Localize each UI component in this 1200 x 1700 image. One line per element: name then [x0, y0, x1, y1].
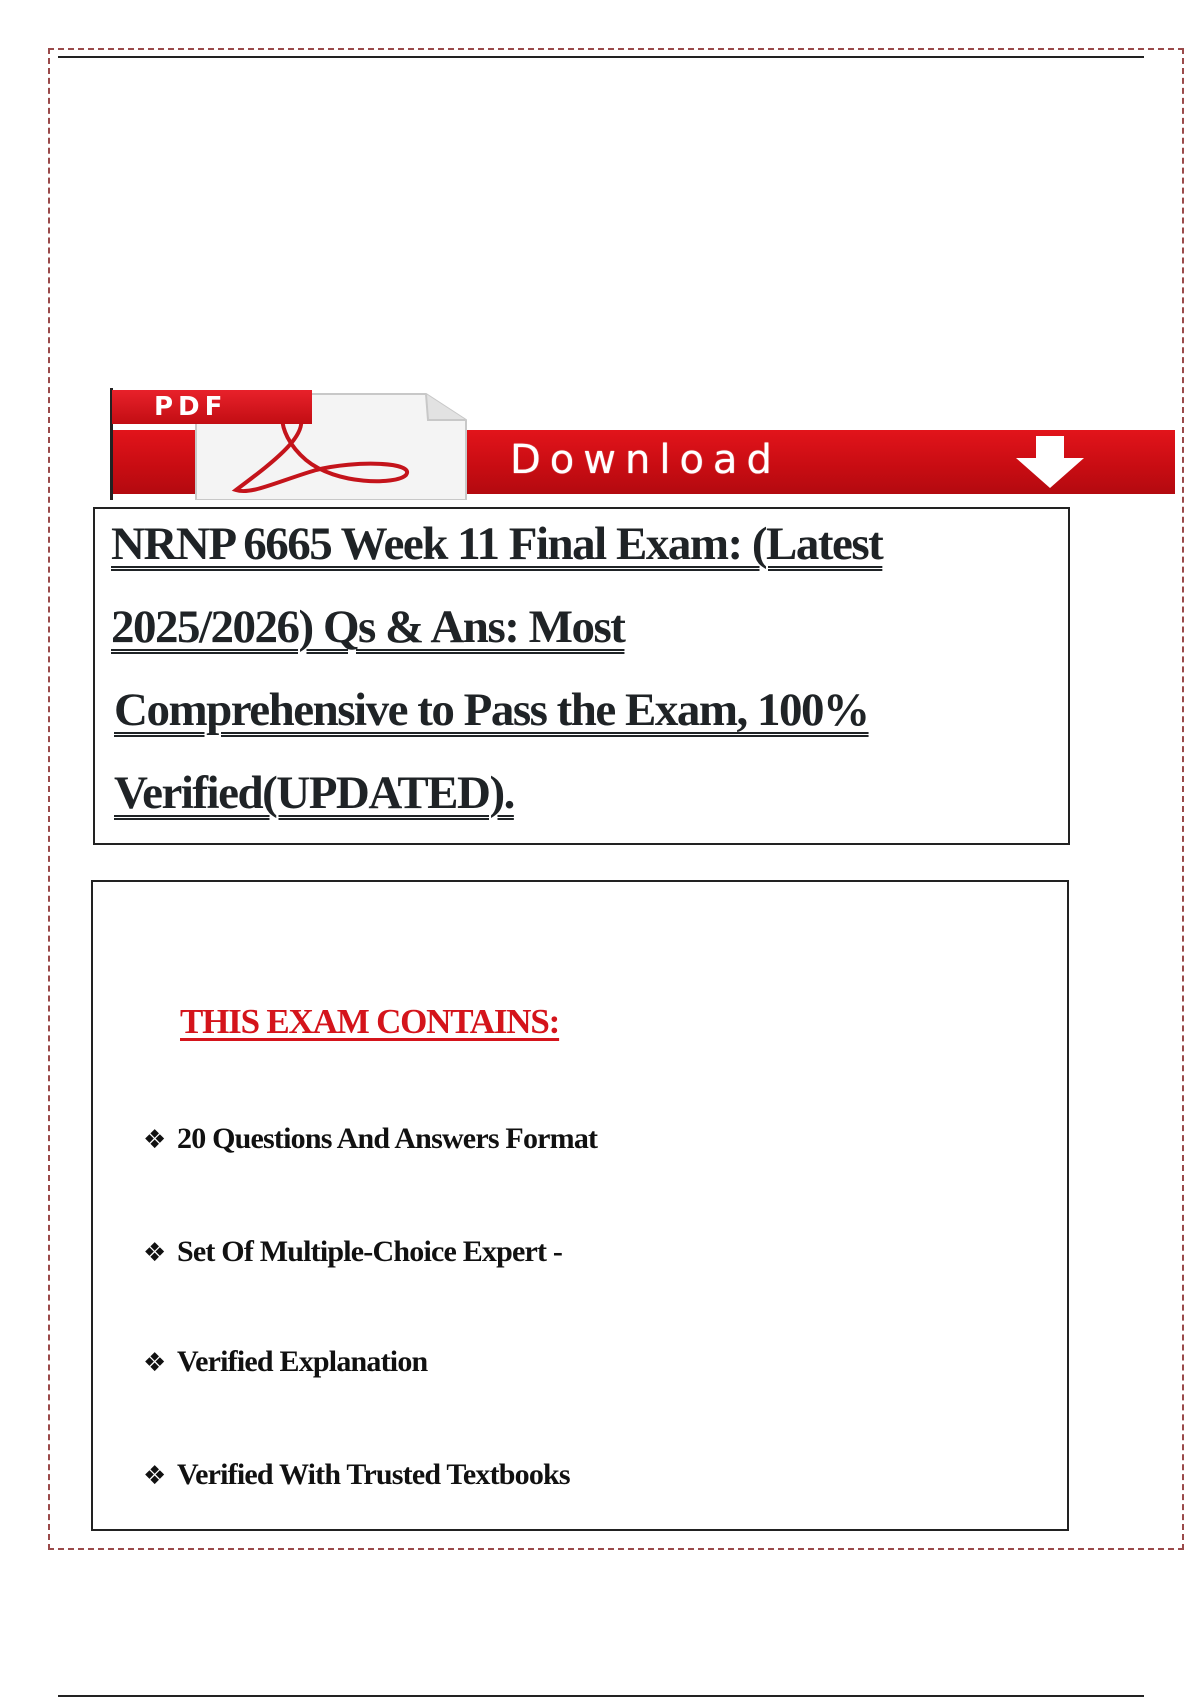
download-label: Download [510, 437, 781, 483]
list-item-text: Verified With Trusted Textbooks [177, 1458, 570, 1491]
title-line-3: Comprehensive to Pass the Exam, 100% [114, 684, 869, 736]
list-item-text: 20 Questions And Answers Format [177, 1122, 598, 1155]
title-line-1: NRNP 6665 Week 11 Final Exam: (Latest [111, 518, 883, 570]
title-line-4: Verified(UPDATED). [114, 767, 514, 819]
title-box [93, 507, 1070, 845]
download-arrow-icon [1008, 432, 1092, 492]
list-item [143, 1235, 562, 1269]
exam-contents-box [91, 880, 1069, 1531]
list-item [143, 1458, 570, 1492]
title-line-2: 2025/2026) Qs & Ans: Most [111, 601, 625, 653]
diamond-bullet-icon: ❖ [143, 1348, 166, 1378]
pdf-download-banner[interactable] [110, 388, 1175, 500]
bottom-rule [58, 1695, 1144, 1697]
pdf-label: PDF [112, 390, 312, 424]
diamond-bullet-icon: ❖ [143, 1461, 166, 1491]
list-item [143, 1345, 427, 1379]
list-item-text: Verified Explanation [177, 1345, 428, 1378]
diamond-bullet-icon: ❖ [143, 1125, 166, 1155]
diamond-bullet-icon: ❖ [143, 1238, 166, 1268]
top-rule [58, 56, 1144, 58]
contents-heading: THIS EXAM CONTAINS: [180, 1002, 560, 1041]
list-item-text: Set Of Multiple-Choice Expert - [177, 1235, 563, 1268]
list-item [143, 1122, 597, 1156]
